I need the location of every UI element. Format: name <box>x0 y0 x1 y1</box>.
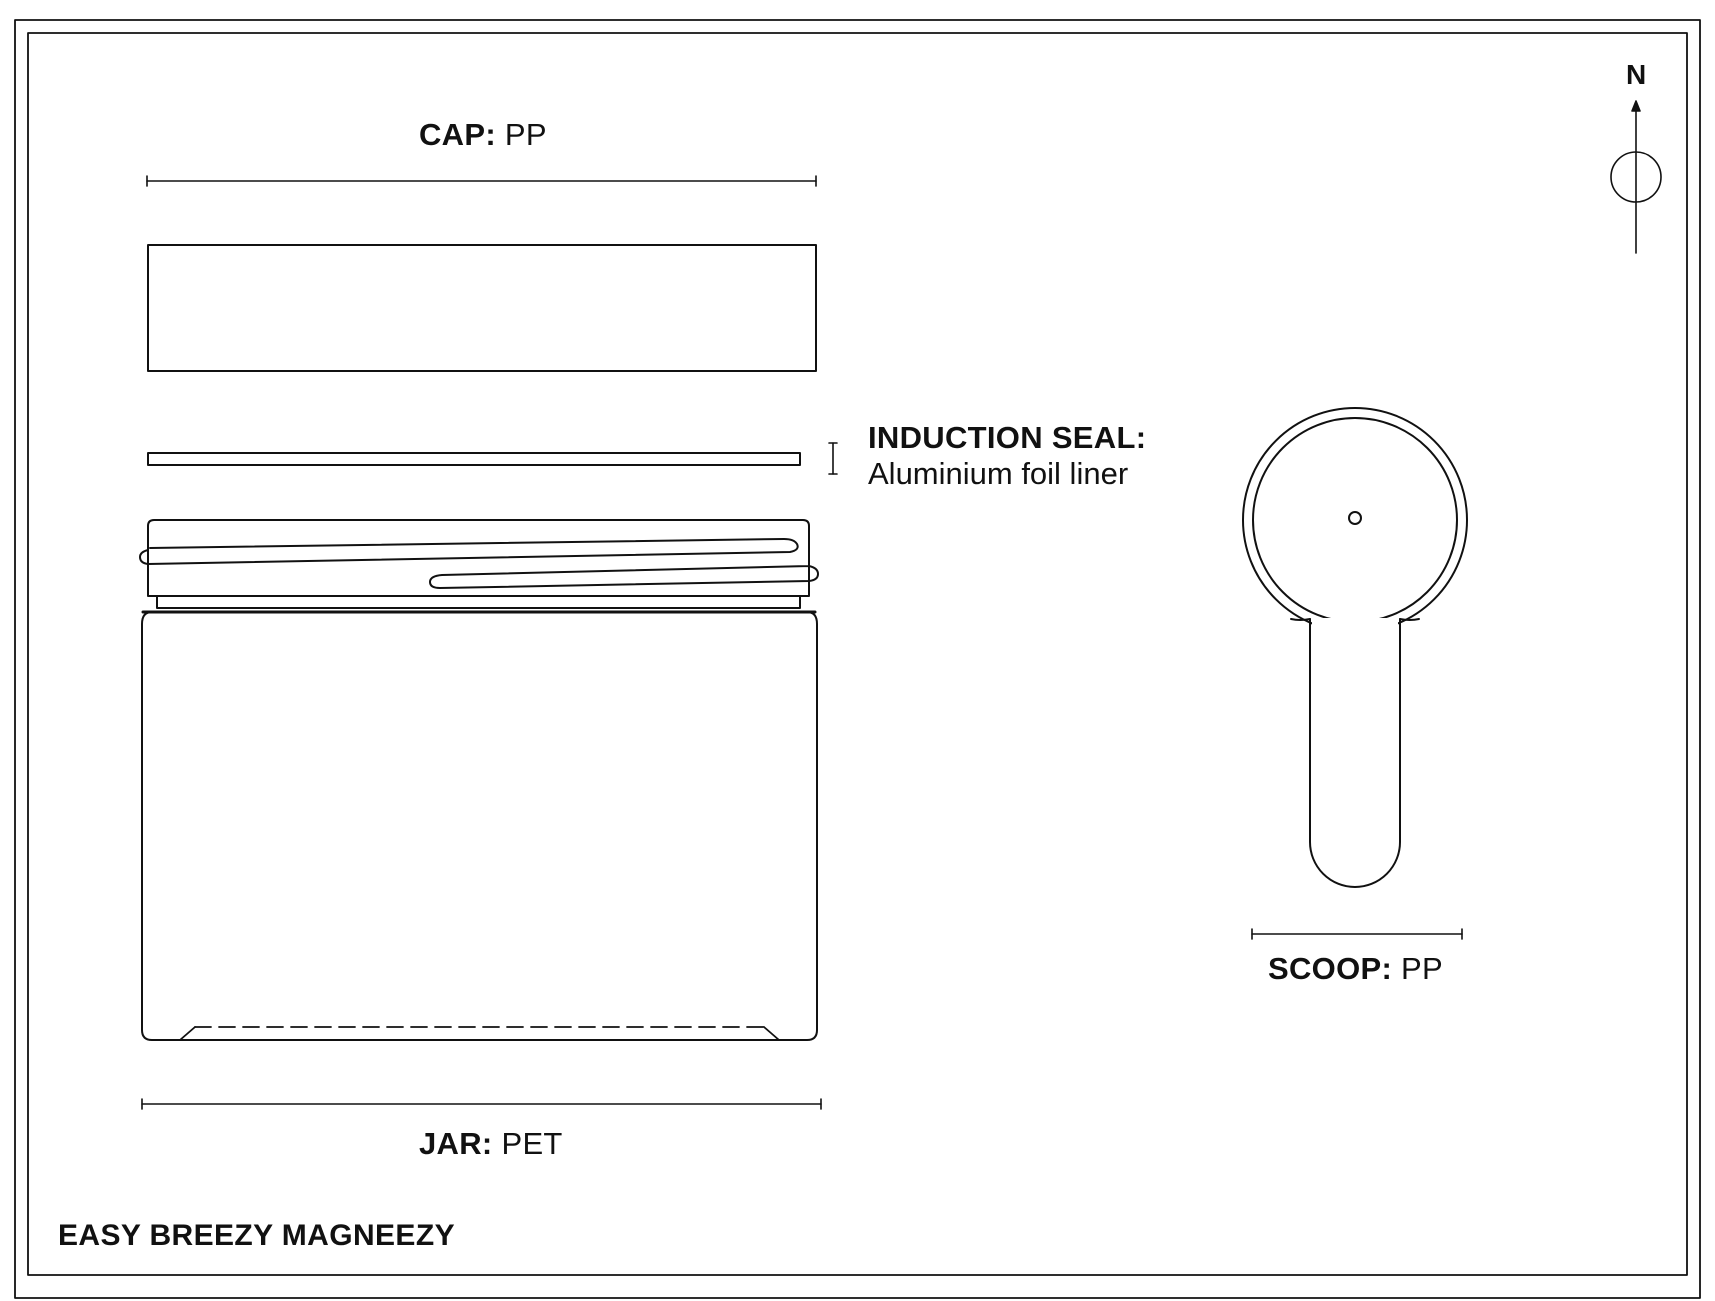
scoop-shape <box>1243 408 1467 887</box>
thread-lower <box>430 566 818 588</box>
thread-upper <box>140 539 798 564</box>
cap-shape <box>148 245 816 371</box>
jar-neck <box>140 520 818 612</box>
north-label: N <box>1626 59 1647 90</box>
scoop-label-key: SCOOP: <box>1268 951 1393 986</box>
cap-label <box>419 117 547 153</box>
scoop-label <box>1268 951 1443 987</box>
scoop-handle-join <box>1312 618 1398 638</box>
jar-label-key: JAR: <box>419 1126 493 1161</box>
induction-seal-description: Aluminium foil liner <box>868 456 1129 491</box>
cap-label-key: CAP: <box>419 117 496 152</box>
product-name: EASY BREEZY MAGNEEZY <box>58 1219 455 1252</box>
jar-label <box>419 1126 563 1162</box>
induction-seal-label-key: INDUCTION SEAL: <box>868 420 1147 455</box>
jar-body <box>142 612 817 1040</box>
north-arrow-icon <box>1611 101 1661 253</box>
induction-seal-label <box>868 420 1146 456</box>
scoop-label-value: PP <box>1401 951 1443 986</box>
jar-label-value: PET <box>501 1126 563 1161</box>
jar-base-detail <box>180 1027 779 1040</box>
scoop-dimension-line <box>1252 929 1462 939</box>
cap-label-value: PP <box>504 117 547 152</box>
seal-thickness-marker <box>829 443 837 474</box>
jar-dimension-line <box>142 1099 821 1109</box>
outer-frame <box>15 20 1700 1298</box>
induction-seal-shape <box>148 453 800 465</box>
neck-ring <box>157 596 800 608</box>
inner-frame <box>28 33 1687 1275</box>
cap-dimension-line <box>147 176 816 186</box>
